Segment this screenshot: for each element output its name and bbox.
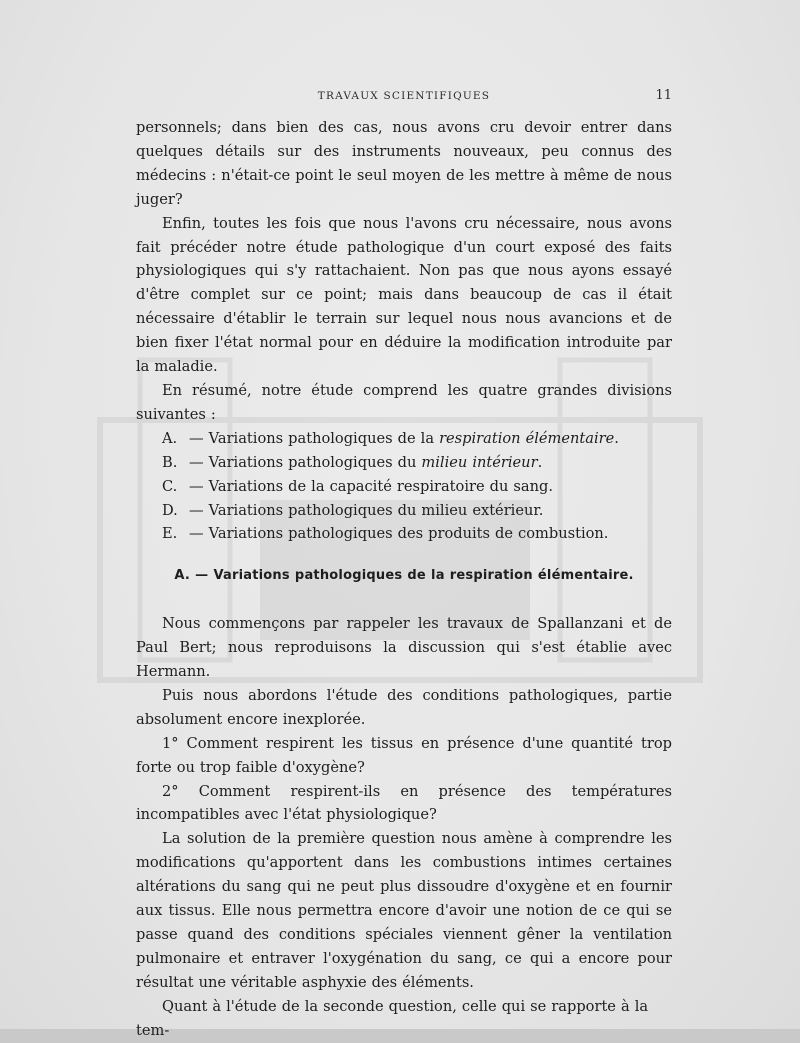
division-letter: E.: [162, 525, 178, 543]
list-item: [136, 522, 672, 546]
paragraph: La solution de la première question nous amène à comprendre les modifications qu'apportent dans les combustions intimes certaines altérations du sang qui ne peut plus dissoudre d'oxygène et en fournir aux tissus. Elle nous permettra encore d'avoir une notion de ce qui se passe quand des conditions spéciales viennent gêner la ventilation pulmonaire et entraver l'oxygénation du sang, ce qui a encore pour résultat une véritable asphyxie des éléments.: [136, 830, 672, 991]
paragraph: personnels; dans bien des cas, nous avons cru devoir entrer dans quelques détails sur des instruments nouveaux, peu connus des médecins : n'était-ce point le seul moyen de les mettre à même de nous juger?: [136, 119, 672, 208]
division-letter: D.: [162, 501, 178, 519]
division-letter: A.: [162, 429, 178, 447]
division-text: — Variations pathologiques du: [189, 453, 422, 471]
paragraph: Enfin, toutes les fois que nous l'avons cru nécessaire, nous avons fait précéder notre étude pathologique d'un court exposé des faits physiologiques qui s'y rattachaient. Non pas que nous ayons essayé d'être complet sur ce point; mais dans beaucoup de cas il était nécessaire d'établir le terrain sur lequel nous nous avancions et de bien fixer l'état normal pour en déduire la modification introduite par la maladie.: [136, 214, 672, 376]
body-text: [136, 116, 672, 1043]
division-text: — Variations pathologiques de la: [189, 429, 440, 447]
paragraph: En résumé, notre étude comprend les quatre grandes divisions suivantes :: [136, 381, 672, 423]
paragraph: 1° Comment respirent les tissus en présence d'une quantité trop forte ou trop faible d'oxygène?: [136, 734, 672, 776]
paragraph: Quant à l'étude de la seconde question, celle qui se rapporte à la tem-: [136, 997, 649, 1039]
list-item: [136, 499, 672, 523]
division-text: — Variations pathologiques des produits de combustion.: [189, 525, 609, 543]
list-item: [136, 451, 672, 475]
running-title: TRAVAUX SCIENTIFIQUES: [317, 90, 491, 102]
list-item: [136, 427, 672, 451]
page-number: 11: [655, 88, 672, 103]
division-text: — Variations de la capacité respiratoire du sang.: [189, 477, 553, 495]
division-text: — Variations pathologiques du milieu extérieur.: [189, 501, 544, 519]
division-end: .: [614, 429, 619, 447]
list-item: [136, 475, 672, 499]
paragraph: Puis nous abordons l'étude des conditions pathologiques, partie absolument encore inexplorée.: [136, 686, 672, 728]
paragraph: Nous commençons par rappeler les travaux de Spallanzani et de Paul Bert; nous reproduisons la discussion qui s'est établie avec Hermann.: [136, 615, 672, 681]
division-letter: C.: [162, 477, 178, 495]
page-header: [136, 90, 672, 108]
section-heading: A. — Variations pathologiques de la respiration élémentaire.: [174, 568, 634, 584]
divisions-list: [136, 427, 672, 547]
paragraph: 2° Comment respirent-ils en présence des températures incompatibles avec l'état physiologique?: [136, 782, 672, 824]
division-letter: B.: [162, 453, 178, 471]
division-end: .: [537, 453, 543, 471]
division-emphasis: respiration élémentaire: [439, 429, 615, 447]
division-emphasis: milieu intérieur: [421, 453, 538, 471]
